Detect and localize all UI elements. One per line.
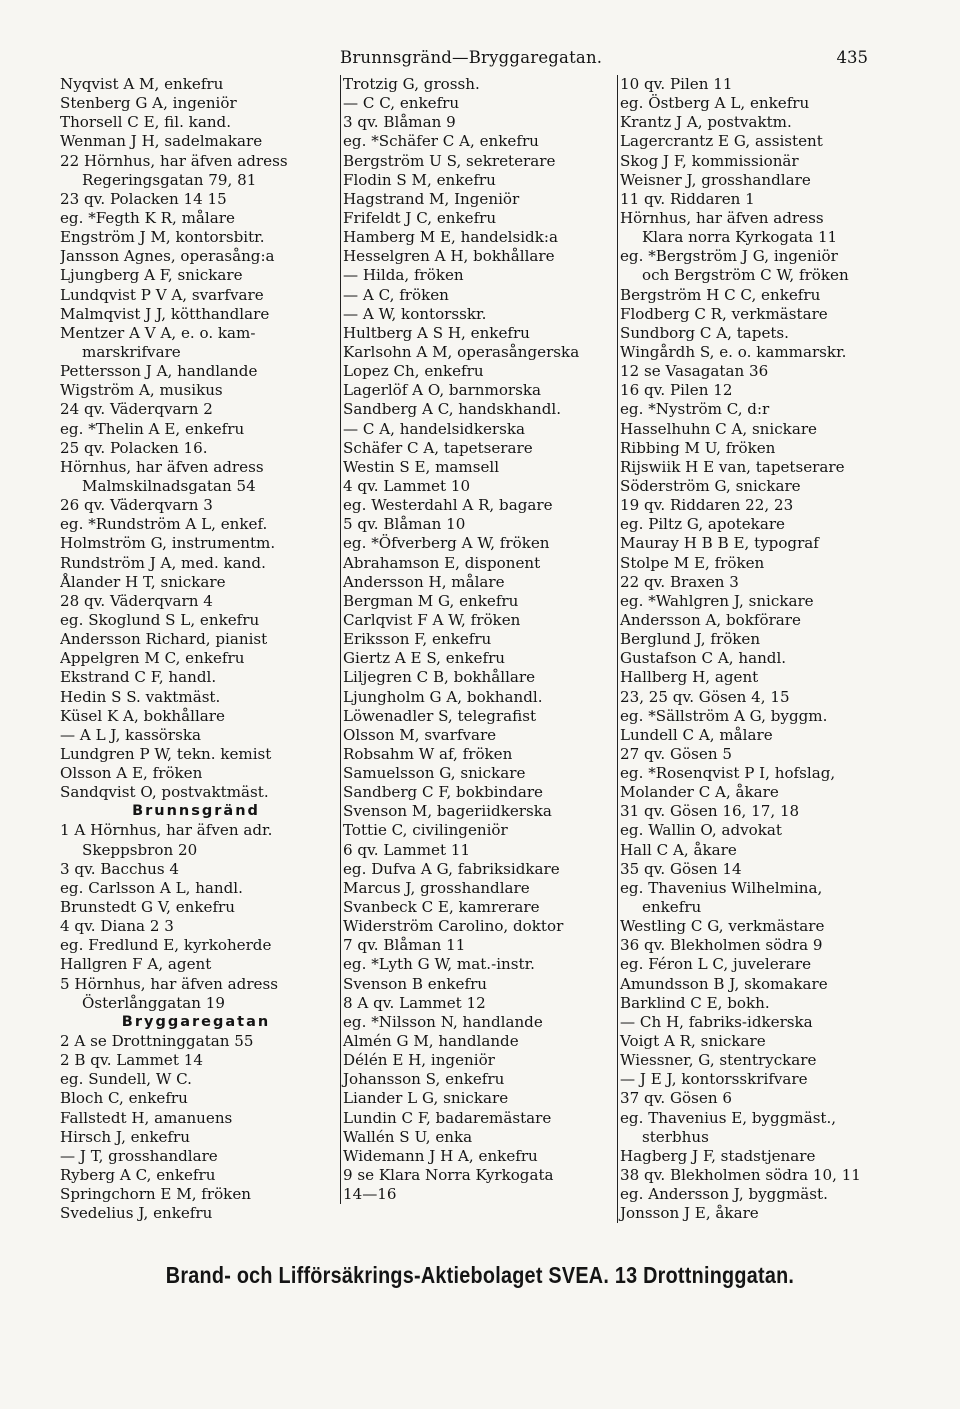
directory-entry: eg. *Wahlgren J, snickare [620, 591, 814, 610]
directory-entry: Sandberg A C, handskhandl. [343, 400, 562, 419]
directory-entry: Lundell C A, målare [620, 725, 773, 744]
directory-entry: Hagstrand M, Ingeniör [343, 189, 520, 208]
directory-entry: 3 qv. Blåman 9 [343, 113, 456, 132]
directory-entry: Marcus J, grosshandlare [343, 878, 530, 897]
directory-entry: 38 qv. Blekholmen södra 10, 11 [620, 1166, 861, 1185]
directory-entry: Hallberg H, agent [620, 668, 759, 687]
directory-entry: — C A, handelsidkerska [343, 419, 526, 438]
directory-entry: Hagberg J F, stadstjenare [620, 1146, 816, 1165]
directory-entry: eg. Wallin O, advokat [620, 821, 782, 840]
directory-entry: 35 qv. Gösen 14 [620, 859, 742, 878]
directory-entry: Widemann J H A, enkefru [343, 1146, 538, 1165]
page-title: Brunnsgränd—Bryggaregatan. [340, 48, 603, 67]
directory-entry: 7 qv. Blåman 11 [343, 936, 466, 955]
directory-entry: Hallgren F A, agent [60, 955, 212, 974]
directory-entry: Olsson A E, fröken [60, 764, 203, 783]
directory-entry: 23, 25 qv. Gösen 4, 15 [620, 687, 790, 706]
page-header [0, 48, 960, 72]
footer-advertisement: Brand- och Lifförsäkrings-Aktiebolaget SVEA. 13 Drottninggatan. [165, 1262, 795, 1288]
directory-entry: Carlqvist F A W, fröken [343, 610, 521, 629]
directory-entry: Lundqvist P V A, svarfvare [60, 285, 264, 304]
directory-entry: Liander L G, snickare [343, 1089, 509, 1108]
directory-entry: Klara norra Kyrkogata 11 [642, 228, 838, 247]
directory-entry: 8 A qv. Lammet 12 [343, 993, 486, 1012]
directory-entry: Skeppsbron 20 [82, 840, 198, 859]
directory-entry: Mentzer A V A, e. o. kam- [60, 323, 256, 342]
directory-entry: 28 qv. Väderqvarn 4 [60, 591, 213, 610]
directory-entry: Wigström A, musikus [60, 381, 223, 400]
directory-entry: — A W, kontorsskr. [343, 304, 487, 323]
directory-entry: Flodberg C R, verkmästare [620, 304, 828, 323]
directory-entry: Ljungberg A F, snickare [60, 266, 243, 285]
directory-entry: eg. Carlsson A L, handl. [60, 878, 243, 897]
directory-entry: 23 qv. Polacken 14 15 [60, 189, 227, 208]
directory-entry: Andersson A, bokförare [620, 610, 801, 629]
directory-column-2 [340, 75, 613, 1204]
directory-entry: Springchorn E M, fröken [60, 1185, 251, 1204]
directory-entry: Löwenadler S, telegrafist [343, 706, 537, 725]
directory-entry: eg. Östberg A L, enkefru [620, 94, 810, 113]
directory-entry: Eriksson F, enkefru [343, 630, 492, 649]
directory-entry: Thorsell C E, fil. kand. [60, 113, 231, 132]
directory-entry: Lundin C F, badaremästare [343, 1108, 552, 1127]
directory-entry: eg. Piltz G, apotekare [620, 515, 785, 534]
directory-entry: eg. *Rosenqvist P I, hofslag, [620, 764, 836, 783]
directory-entry: Hirsch J, enkefru [60, 1127, 190, 1146]
directory-entry: 37 qv. Gösen 6 [620, 1089, 732, 1108]
directory-entry: eg. *Rundström A L, enkef. [60, 515, 268, 534]
directory-entry: 25 qv. Polacken 16. [60, 438, 208, 457]
directory-entry: Ljungholm G A, bokhandl. [343, 687, 543, 706]
directory-entry: Almén G M, handlande [343, 1032, 519, 1051]
directory-entry: Tottie C, civilingeniör [343, 821, 508, 840]
directory-entry: Ålander H T, snickare [60, 572, 226, 591]
directory-entry: 9 se Klara Norra Kyrkogata [343, 1166, 554, 1185]
directory-entry: eg. *Öfverberg A W, fröken [343, 534, 550, 553]
directory-entry: Hörnhus, har äfven adress [60, 457, 264, 476]
directory-entry: 2 B qv. Lammet 14 [60, 1051, 203, 1070]
directory-entry: — J T, grosshandlare [60, 1146, 218, 1165]
directory-entry: Brunstedt G V, enkefru [60, 898, 235, 917]
directory-entry: Jansson Agnes, operasång:a [60, 247, 275, 266]
directory-entry: eg. Skoglund S L, enkefru [60, 610, 260, 629]
directory-entry: Ribbing M U, fröken [620, 438, 776, 457]
directory-entry: Bergman M G, enkefru [343, 591, 519, 610]
directory-entry: 10 qv. Pilen 11 [620, 75, 733, 93]
directory-entry: — Ch H, fabriks-idkerska [620, 1012, 813, 1031]
directory-column-3 [617, 75, 890, 1223]
directory-entry: 19 qv. Riddaren 22, 23 [620, 496, 794, 515]
directory-entry: Andersson H, målare [343, 572, 505, 591]
directory-entry: eg. *Sällström A G, byggm. [620, 706, 828, 725]
directory-entry: eg. Dufva A G, fabriksidkare [343, 859, 560, 878]
directory-entry: Sandqvist O, postvaktmäst. [60, 783, 269, 802]
directory-entry: Sundborg C A, tapets. [620, 323, 789, 342]
directory-entry: 14—16 [343, 1185, 397, 1204]
directory-entry: Lagercrantz E G, assistent [620, 132, 823, 151]
directory-entry: Küsel K A, bokhållare [60, 706, 225, 725]
directory-entry: Frifeldt J C, enkefru [343, 208, 497, 227]
directory-entry: Amundsson B J, skomakare [620, 974, 828, 993]
page-number: 435 [836, 48, 868, 67]
directory-entry: Samuelsson G, snickare [343, 764, 526, 783]
directory-entry: Söderström G, snickare [620, 476, 801, 495]
directory-column-1 [60, 75, 332, 1223]
directory-entry: Molander C A, åkare [620, 783, 779, 802]
directory-entry: Weisner J, grosshandlare [620, 170, 811, 189]
directory-entry: Hedin S S. vaktmäst. [60, 687, 221, 706]
directory-entry: — A C, fröken [343, 285, 449, 304]
directory-entry: Hesselgren A H, bokhållare [343, 247, 555, 266]
directory-entry: Wingårdh S, e. o. kammarskr. [620, 342, 847, 361]
directory-entry: 16 qv. Pilen 12 [620, 381, 733, 400]
directory-entry: sterbhus [642, 1127, 709, 1146]
directory-entry: marskrifvare [82, 342, 181, 361]
directory-entry: Nyqvist A M, enkefru [60, 75, 224, 93]
directory-entry: — J E J, kontorsskrifvare [620, 1070, 808, 1089]
directory-entry: Voigt A R, snickare [620, 1032, 766, 1051]
directory-entry: Bergström U S, sekreterare [343, 151, 556, 170]
directory-entry: eg. *Nilsson N, handlande [343, 1012, 543, 1031]
directory-entry: Jonsson J E, åkare [620, 1204, 759, 1223]
directory-entry: Westin S E, mamsell [343, 457, 500, 476]
directory-entry: Sandberg C F, bokbindare [343, 783, 543, 802]
directory-entry: Berglund J, fröken [620, 630, 761, 649]
directory-entry: 5 qv. Blåman 10 [343, 515, 466, 534]
directory-entry: Engström J M, kontorsbitr. [60, 228, 265, 247]
directory-entry: Westling C G, verkmästare [620, 917, 825, 936]
directory-entry: och Bergström C W, fröken [642, 266, 849, 285]
directory-entry: Österlånggatan 19 [82, 993, 225, 1012]
directory-entry: 5 Hörnhus, har äfven adress [60, 974, 278, 993]
directory-entry: — A L J, kassörska [60, 725, 202, 744]
directory-entry: 22 qv. Braxen 3 [620, 572, 739, 591]
directory-entry: Robsahm W af, fröken [343, 744, 513, 763]
directory-entry: Stolpe M E, fröken [620, 553, 765, 572]
directory-entry: Skog J F, kommissionär [620, 151, 799, 170]
directory-entry: Rijswiik H E van, tapetserare [620, 457, 845, 476]
directory-entry: Barklind C E, bokh. [620, 993, 770, 1012]
directory-entry: Holmström G, instrumentm. [60, 534, 276, 553]
directory-entry: eg. Féron L C, juvelerare [620, 955, 812, 974]
directory-entry: Abrahamson E, disponent [343, 553, 541, 572]
directory-entry: eg. Fredlund E, kyrkoherde [60, 936, 272, 955]
directory-entry: eg. *Thelin A E, enkefru [60, 419, 245, 438]
directory-entry: Mauray H B B E, typograf [620, 534, 819, 553]
directory-entry: eg. *Schäfer C A, enkefru [343, 132, 539, 151]
directory-entry: 22 Hörnhus, har äfven adress [60, 151, 288, 170]
directory-entry: 4 qv. Lammet 10 [343, 476, 471, 495]
directory-entry: Hamberg M E, handelsidk:a [343, 228, 558, 247]
directory-entry: Schäfer C A, tapetserare [343, 438, 533, 457]
directory-entry: 11 qv. Riddaren 1 [620, 189, 755, 208]
directory-entry: Andersson Richard, pianist [60, 630, 268, 649]
directory-entry: Karlsohn A M, operasångerska [343, 342, 580, 361]
directory-entry: Wallén S U, enka [343, 1127, 473, 1146]
directory-entry: Liljegren C B, bokhållare [343, 668, 536, 687]
directory-entry: 3 qv. Bacchus 4 [60, 859, 179, 878]
directory-entry: Appelgren M C, enkefru [60, 649, 245, 668]
directory-entry: 36 qv. Blekholmen södra 9 [620, 936, 823, 955]
directory-entry: Svenson B enkefru [343, 974, 488, 993]
directory-entry: Krantz J A, postvaktm. [620, 113, 792, 132]
directory-entry: Délén E H, ingeniör [343, 1051, 495, 1070]
directory-entry: Ryberg A C, enkefru [60, 1166, 216, 1185]
directory-entry: 2 A se Drottninggatan 55 [60, 1032, 254, 1051]
directory-entry: Svedelius J, enkefru [60, 1204, 213, 1223]
directory-entry: eg. Thavenius E, byggmäst., [620, 1108, 837, 1127]
directory-entry: Pettersson J A, handlande [60, 362, 258, 381]
directory-entry: Lundgren P W, tekn. kemist [60, 744, 272, 763]
directory-entry: Bloch C, enkefru [60, 1089, 188, 1108]
directory-entry: Wiessner, G, stentryckare [620, 1051, 817, 1070]
directory-entry: Rundström J A, med. kand. [60, 553, 266, 572]
directory-entry: 6 qv. Lammet 11 [343, 840, 471, 859]
directory-entry: Gustafson C A, handl. [620, 649, 787, 668]
directory-entry: enkefru [642, 898, 702, 917]
directory-entry: Giertz A E S, enkefru [343, 649, 506, 668]
directory-entry: 26 qv. Väderqvarn 3 [60, 496, 213, 515]
directory-entry: Ekstrand C F, handl. [60, 668, 217, 687]
section-heading: Bryggaregatan [121, 1013, 271, 1030]
directory-entry: Wenman J H, sadelmakare [60, 132, 263, 151]
directory-entry: eg. *Fegth K R, målare [60, 208, 235, 227]
directory-entry: 1 A Hörnhus, har äfven adr. [60, 821, 273, 840]
directory-entry: Hultberg A S H, enkefru [343, 323, 530, 342]
directory-entry: eg. Andersson J, byggmäst. [620, 1185, 828, 1204]
directory-entry: Lopez Ch, enkefru [343, 362, 484, 381]
directory-entry: Bergström H C C, enkefru [620, 285, 821, 304]
directory-entry: Svenson M, bageriidkerska [343, 802, 552, 821]
directory-entry: 12 se Vasagatan 36 [620, 362, 769, 381]
directory-entry: Widerström Carolino, doktor [343, 917, 564, 936]
directory-entry: Hörnhus, har äfven adress [620, 208, 824, 227]
directory-entry: — Hilda, fröken [343, 266, 464, 285]
section-heading: Brunnsgränd [132, 803, 260, 820]
directory-entry: Lagerlöf A O, barnmorska [343, 381, 542, 400]
directory-entry: 31 qv. Gösen 16, 17, 18 [620, 802, 800, 821]
directory-entry: eg. *Nyström C, d:r [620, 400, 770, 419]
directory-entry: eg. *Lyth G W, mat.-instr. [343, 955, 535, 974]
directory-entry: Svanbeck C E, kamrerare [343, 898, 540, 917]
directory-entry: eg. Sundell, W C. [60, 1070, 192, 1089]
directory-entry: 27 qv. Gösen 5 [620, 744, 732, 763]
directory-entry: — C C, enkefru [343, 94, 460, 113]
directory-entry: Malmskilnadsgatan 54 [82, 476, 256, 495]
directory-entry: 24 qv. Väderqvarn 2 [60, 400, 213, 419]
directory-entry: Hasselhuhn C A, snickare [620, 419, 817, 438]
directory-entry: Flodin S M, enkefru [343, 170, 496, 189]
directory-entry: Fallstedt H, amanuens [60, 1108, 233, 1127]
directory-entry: eg. Thavenius Wilhelmina, [620, 878, 823, 897]
directory-entry: Regeringsgatan 79, 81 [82, 170, 257, 189]
directory-entry: Olsson M, svarfvare [343, 725, 497, 744]
directory-entry: eg. *Bergström J G, ingeniör [620, 247, 838, 266]
directory-entry: Trotzig G, grossh. [343, 75, 480, 93]
directory-entry: Johansson S, enkefru [343, 1070, 505, 1089]
directory-entry: Malmqvist J J, kötthandlare [60, 304, 270, 323]
directory-entry: eg. Westerdahl A R, bagare [343, 496, 553, 515]
directory-entry: Stenberg G A, ingeniör [60, 94, 237, 113]
directory-entry: 4 qv. Diana 2 3 [60, 917, 174, 936]
directory-entry: Hall C A, åkare [620, 840, 737, 859]
